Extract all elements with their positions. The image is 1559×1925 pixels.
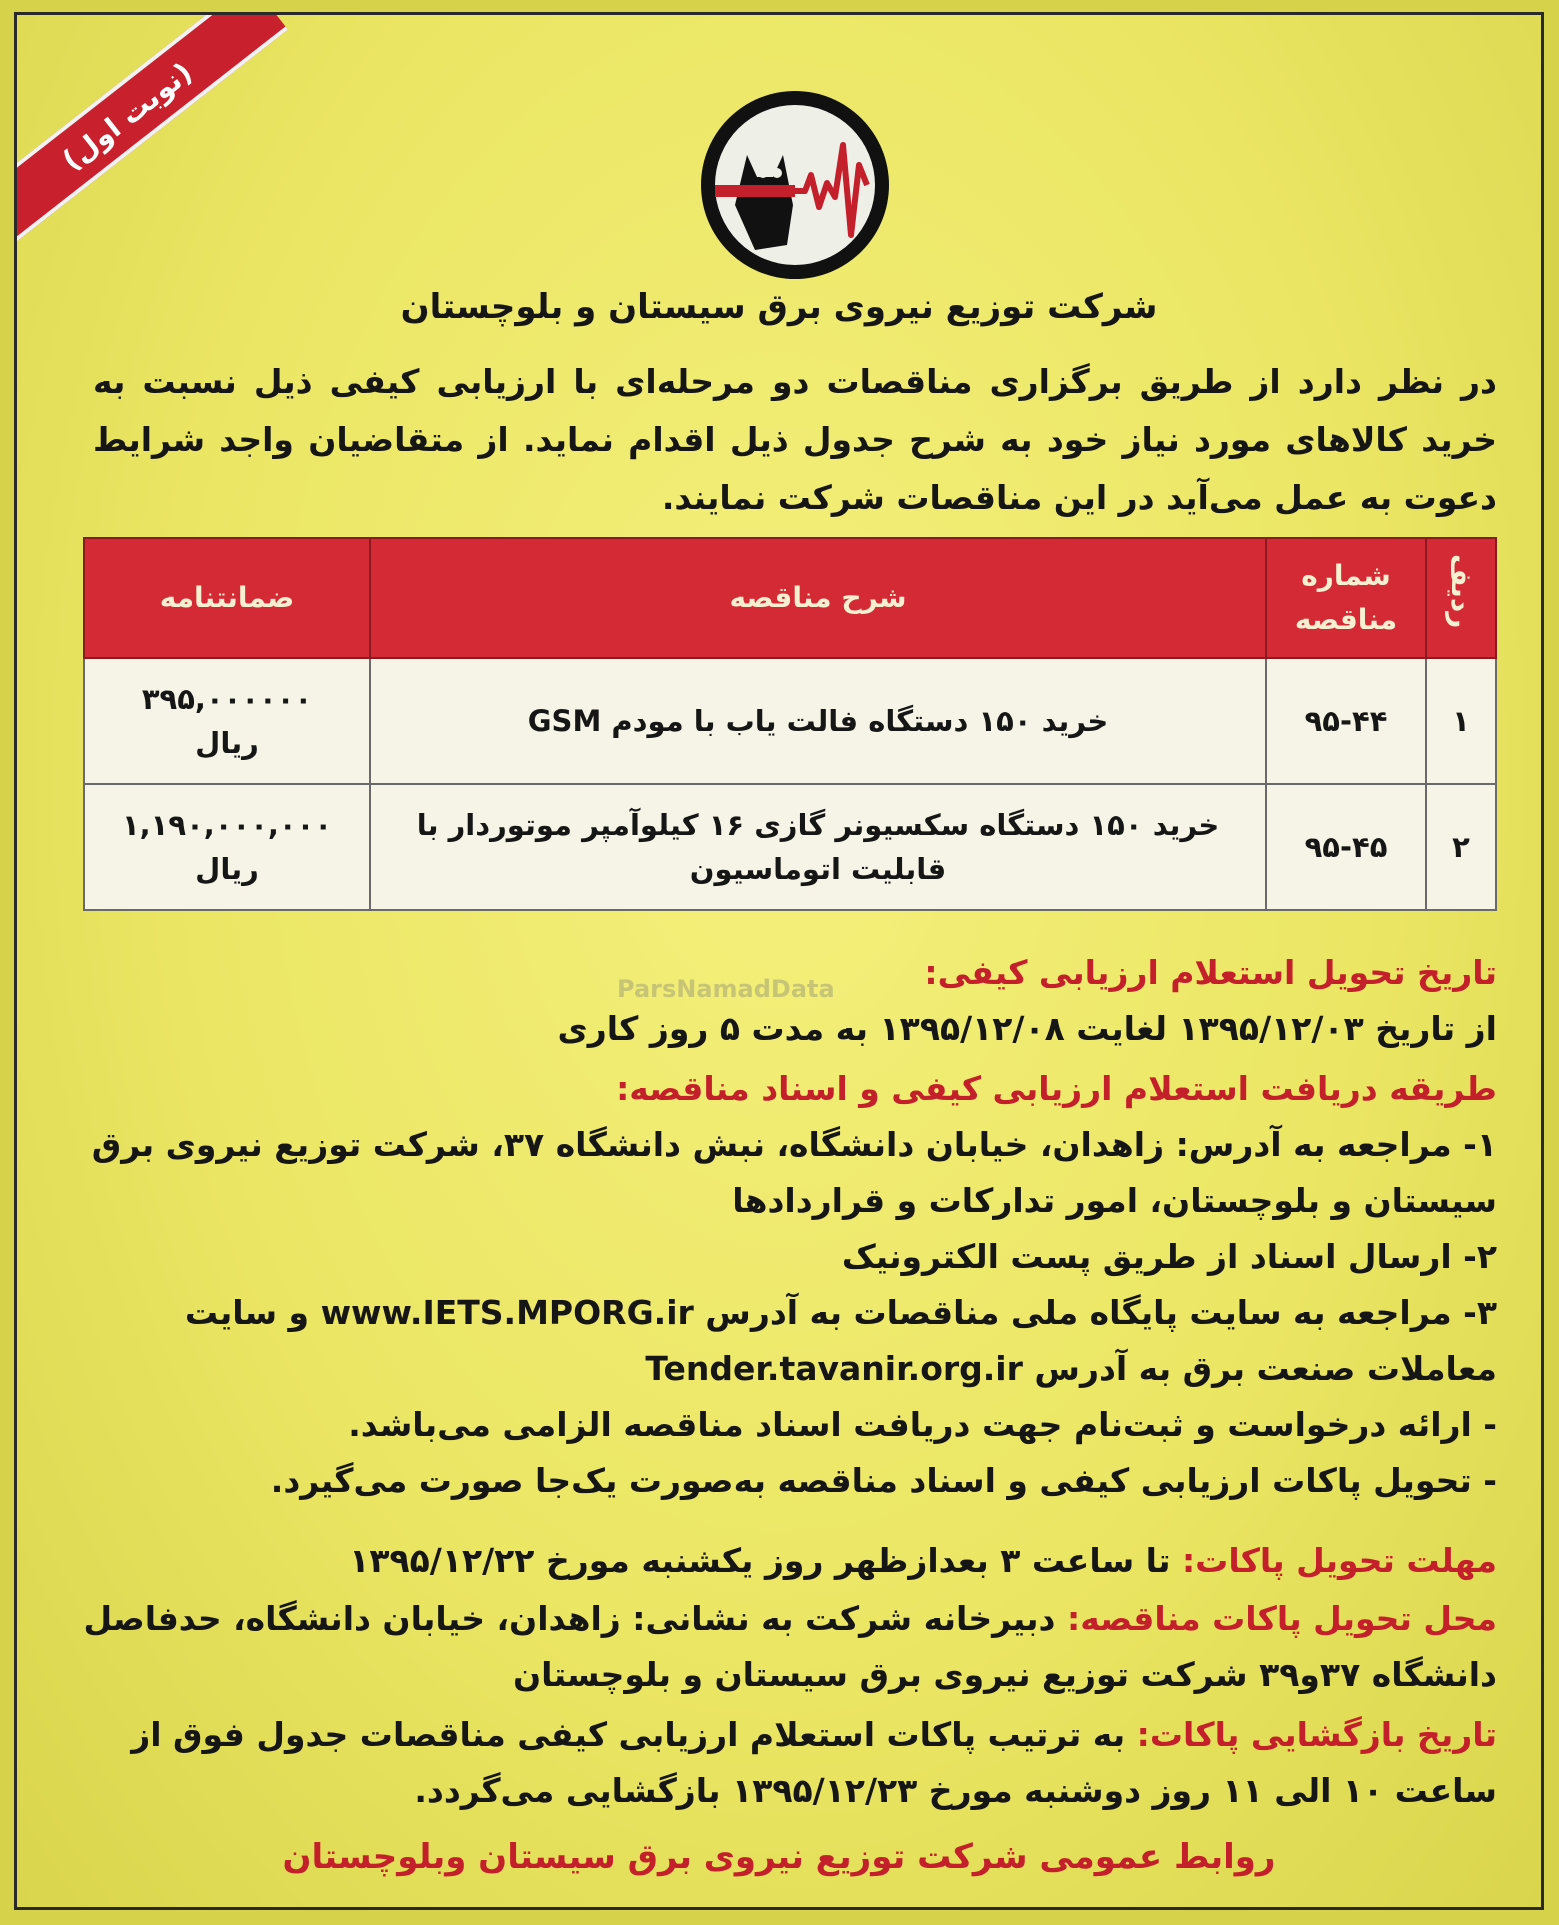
method-item-3	[77, 1285, 1497, 1397]
deadline-label: مهلت تحویل پاکات:	[1181, 1541, 1497, 1580]
ribbon-text: (نوبت اول)	[55, 55, 199, 177]
header-guarantee: ضمانتنامه	[84, 538, 370, 658]
table-header-row	[84, 538, 1496, 658]
guarantee-unit: ریال	[195, 852, 259, 886]
guarantee-amount: ۳۹۵,۰۰۰۰۰۰	[141, 682, 313, 716]
table-row	[84, 784, 1496, 910]
tender-table	[83, 537, 1497, 911]
delivery-place-section	[77, 1591, 1497, 1703]
first-publication-ribbon	[14, 12, 288, 251]
method-item-2: ۲- ارسال اسناد از طریق پست الکترونیک	[841, 1237, 1497, 1276]
method-item-3-text-b: و سایت معاملات صنعت برق به آدرس	[184, 1293, 1497, 1388]
delivery-place-text: دبیرخانه شرکت به نشانی: زاهدان، خیابان دانشگاه، حدفاصل دانشگاه ۳۷و۳۹ شرکت توزیع نیروی برق سیستان و بلوچستان	[83, 1599, 1497, 1694]
method-item-3-text: ۳- مراجعه به سایت پایگاه ملی مناقصات به آدرس	[705, 1293, 1497, 1332]
watermark: ParsNamadData	[617, 975, 835, 1003]
opening-label: تاریخ بازگشایی پاکات:	[1136, 1715, 1497, 1754]
cell-guarantee	[84, 784, 370, 910]
cell-description: خرید ۱۵۰ دستگاه فالت یاب با مودم GSM	[370, 658, 1266, 784]
quality-date-heading: تاریخ تحویل استعلام ارزیابی کیفی:	[924, 953, 1497, 992]
cell-guarantee	[84, 658, 370, 784]
delivery-place-label: محل تحویل پاکات مناقصه:	[1067, 1599, 1497, 1638]
company-logo-icon	[695, 85, 895, 285]
cell-row-number: ۲	[1426, 784, 1496, 910]
guarantee-amount: ۱,۱۹۰,۰۰۰,۰۰۰	[121, 808, 333, 842]
method-note-2: - تحویل پاکات ارزیابی کیفی و اسناد مناقصه به‌صورت یک‌جا صورت می‌گیرد.	[270, 1461, 1497, 1500]
public-relations-footer: روابط عمومی شرکت توزیع نیروی برق سیستان وبلوچستان	[282, 1837, 1276, 1877]
cell-row-number: ۱	[1426, 658, 1496, 784]
deadline-section	[77, 1533, 1497, 1589]
quality-date-section	[77, 945, 1497, 1057]
deadline-text: تا ساعت ۳ بعدازظهر روز یکشنبه مورخ ۱۳۹۵/۱۲/۲۲	[349, 1541, 1171, 1580]
company-title: شرکت توزیع نیروی برق سیستان و بلوچستان	[400, 287, 1158, 327]
method-note-1: - ارائه درخواست و ثبت‌نام جهت دریافت اسناد مناقصه الزامی می‌باشد.	[348, 1405, 1497, 1444]
tavanir-url-link[interactable]: Tender.tavanir.org.ir	[645, 1349, 1023, 1388]
cell-tender-number: ۹۵-۴۵	[1266, 784, 1426, 910]
intro-paragraph: در نظر دارد از طریق برگزاری مناقصات دو مرحله‌ای با ارزیابی کیفی ذیل نسبت به خرید کالاهای مورد نیاز خود به شرح جدول ذیل اقدام نماید. از متقاضیان واجد شرایط دعوت به عمل می‌آید در این مناقصات شرکت نمایند.	[93, 362, 1497, 517]
opening-text: به ترتیب پاکات استعلام ارزیابی کیفی مناقصات جدول فوق از ساعت ۱۰ الی ۱۱ روز دوشنبه مورخ ۱۳۹۵/۱۲/۲۳ بازگشایی می‌گردد.	[131, 1715, 1497, 1810]
cell-tender-number: ۹۵-۴۴	[1266, 658, 1426, 784]
quality-date-text: از تاریخ ۱۳۹۵/۱۲/۰۳ لغایت ۱۳۹۵/۱۲/۰۸ به مدت ۵ روز کاری	[557, 1009, 1497, 1048]
iets-url-link[interactable]: www.IETS.MPORG.ir	[320, 1293, 694, 1332]
method-heading: طریقه دریافت استعلام ارزیابی کیفی و اسناد مناقصه:	[616, 1069, 1497, 1108]
guarantee-unit: ریال	[195, 726, 259, 760]
advertisement-sheet	[14, 12, 1544, 1910]
method-section	[77, 1061, 1497, 1509]
table-row	[84, 658, 1496, 784]
cell-description: خرید ۱۵۰ دستگاه سکسیونر گازی ۱۶ کیلوآمپر موتوردار با قابلیت اتوماسیون	[370, 784, 1266, 910]
header-row-number: ردیف	[1426, 538, 1496, 658]
method-item-1: ۱- مراجعه به آدرس: زاهدان، خیابان دانشگاه، نبش دانشگاه ۳۷، شرکت توزیع نیروی برق سیستان و بلوچستان، امور تدارکات و قراردادها	[91, 1125, 1497, 1220]
header-tender-number: شماره مناقصه	[1266, 538, 1426, 658]
opening-section	[77, 1707, 1497, 1819]
header-description: شرح مناقصه	[370, 538, 1266, 658]
